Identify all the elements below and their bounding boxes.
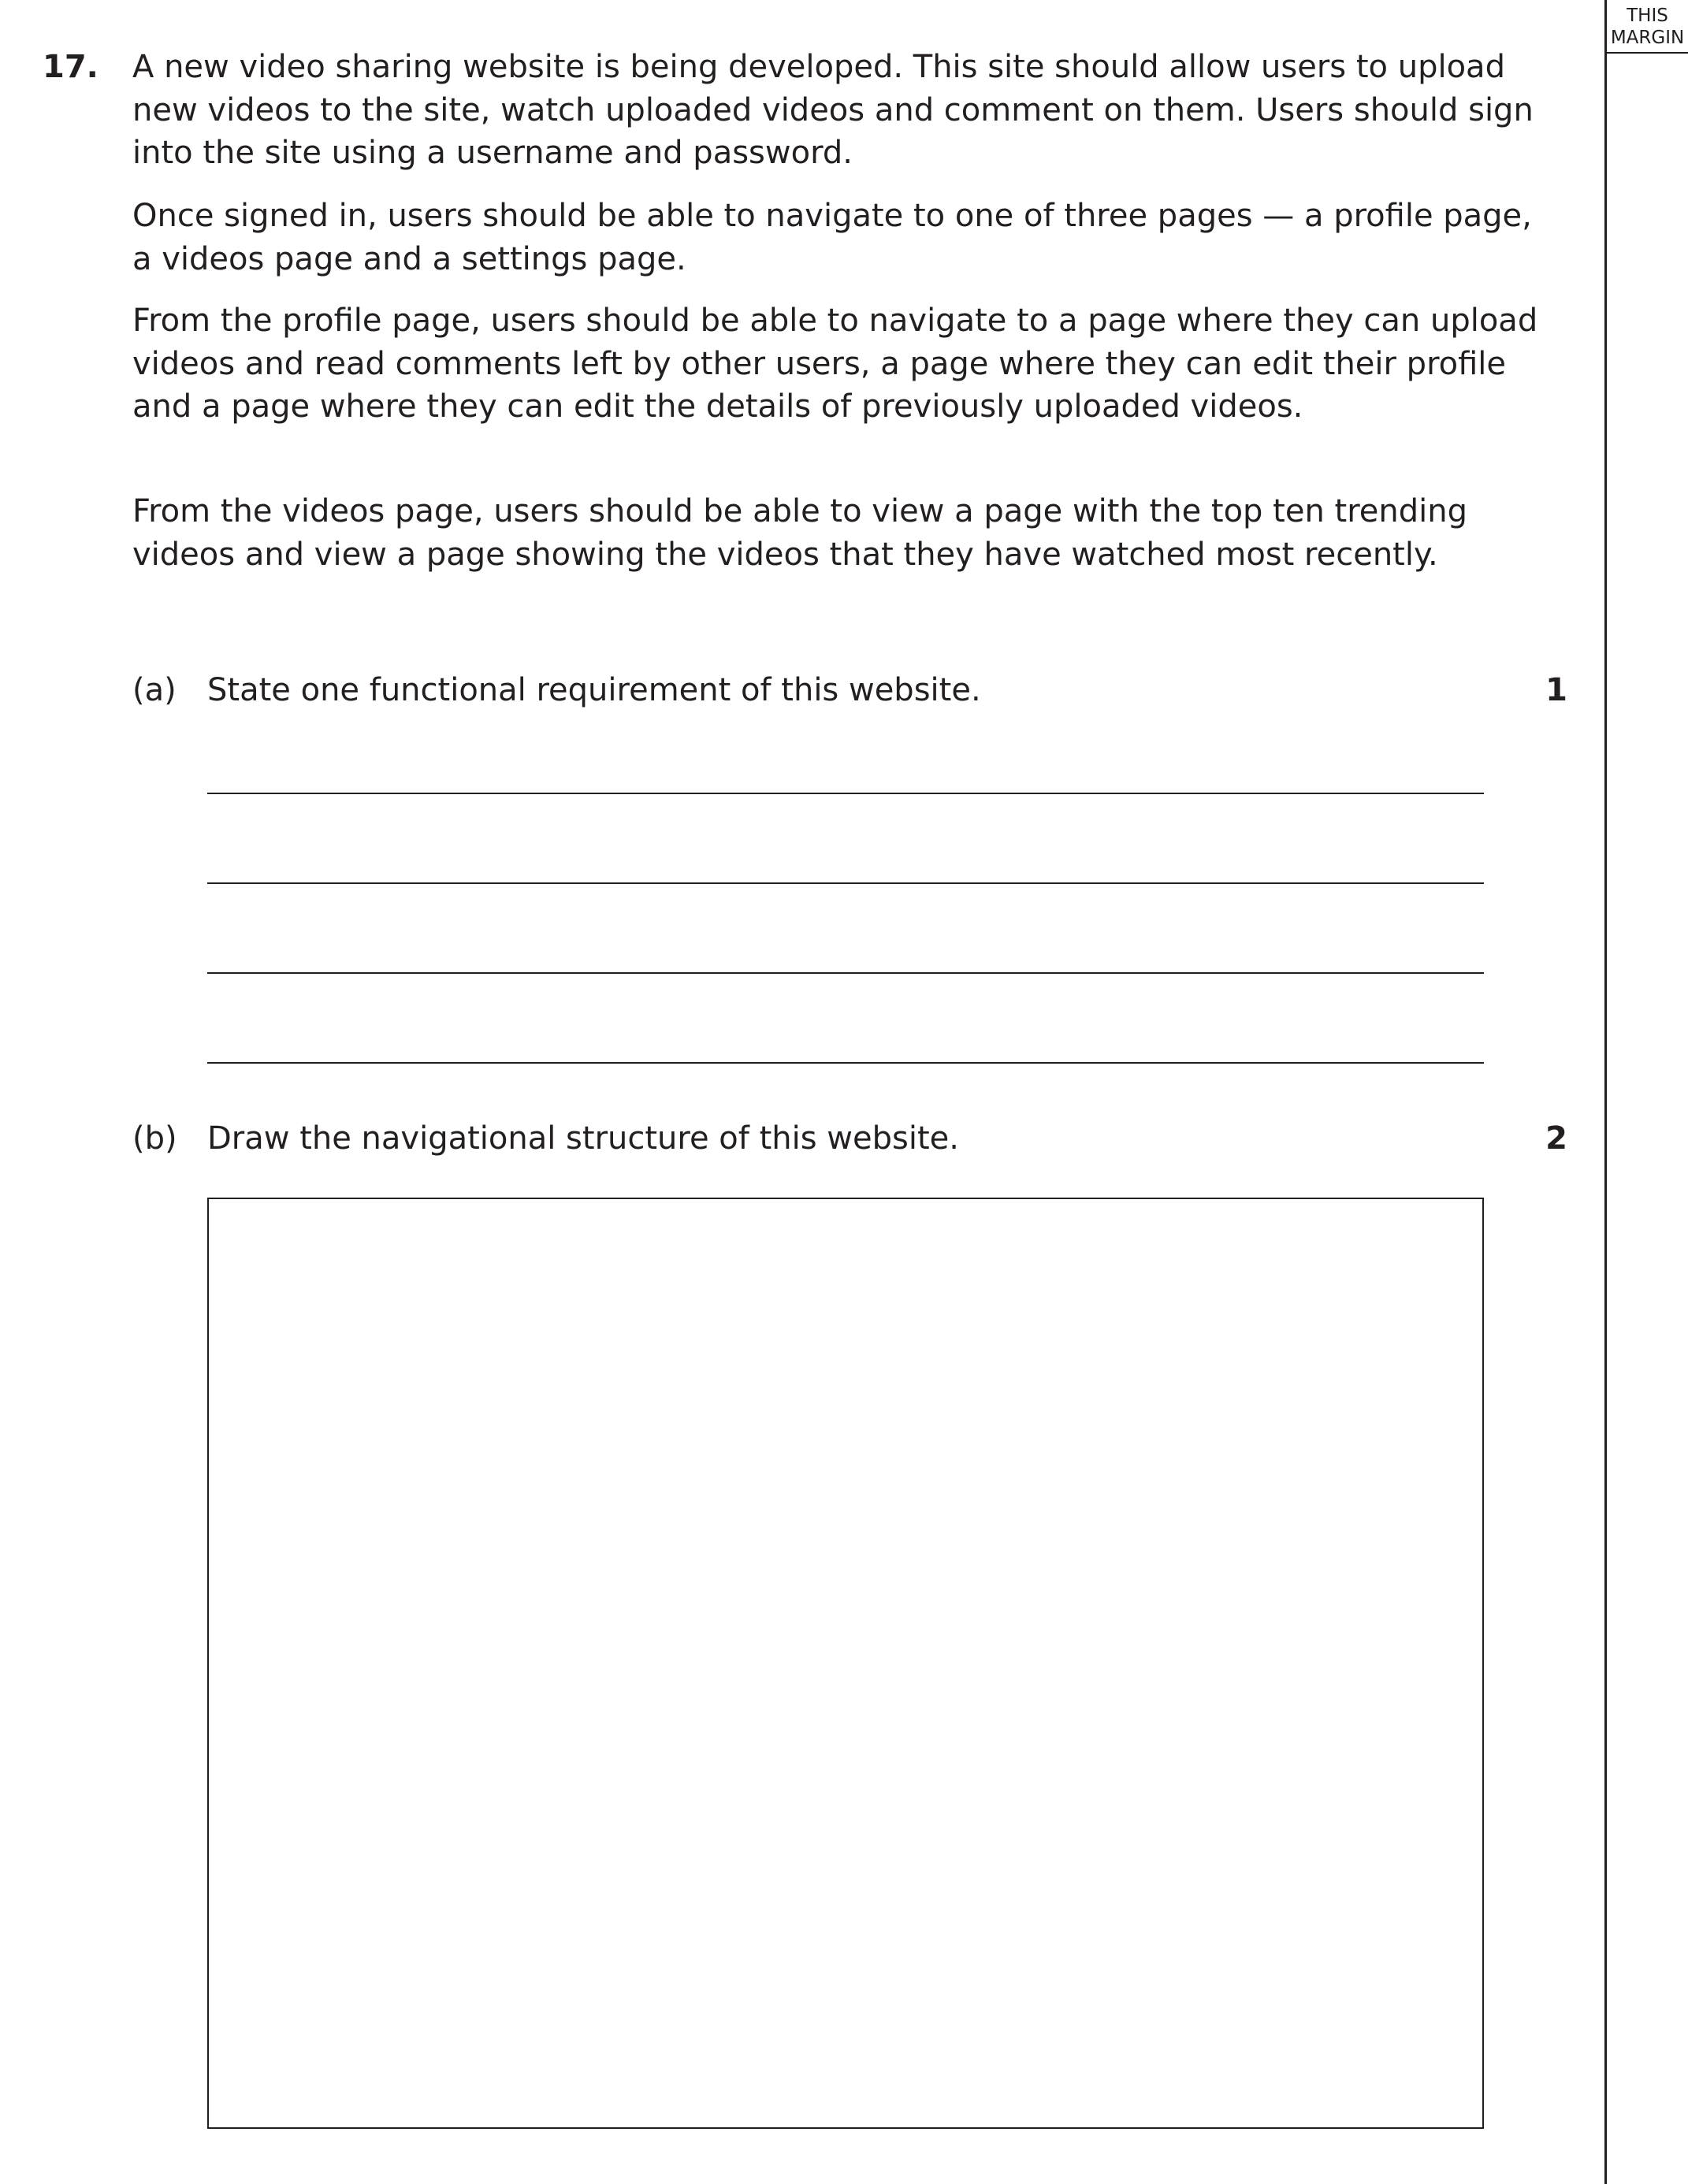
part-a-marks: 1 xyxy=(1545,672,1567,708)
question-paragraph-1: A new video sharing website is being developed. This site should allow users to upload new videos to the site, watch uploaded videos and comment on them. Users should sign into the site using a username and password. xyxy=(132,49,1534,171)
margin-rule xyxy=(1604,0,1607,2184)
question-paragraph-2: Once signed in, users should be able to navigate to one of three pages — a profile page, a videos page and a settings page. xyxy=(132,198,1532,277)
part-b-text: Draw the navigational structure of this website. xyxy=(207,1120,959,1157)
margin-label-this: THIS xyxy=(1627,6,1668,26)
drawing-answer-box[interactable] xyxy=(207,1198,1484,2129)
answer-line-3[interactable] xyxy=(207,972,1484,974)
question-number: 17. xyxy=(43,49,99,85)
question-paragraph-4: From the videos page, users should be able to view a page with the top ten trending videos and view a page showing the videos that they have watched most recently. xyxy=(132,493,1467,573)
part-b-marks: 2 xyxy=(1545,1120,1567,1157)
margin-label-margin: MARGIN xyxy=(1610,28,1685,48)
answer-line-1[interactable] xyxy=(207,793,1484,794)
question-paragraph-3: From the profile page, users should be able to navigate to a page where they can upload videos and read comments left by other users, a page where they can edit their profile and a page where they can edit the details of previously uploaded videos. xyxy=(132,303,1538,425)
part-b-label: (b) xyxy=(132,1120,177,1157)
part-a-text: State one functional requirement of this website. xyxy=(207,672,981,708)
answer-line-4[interactable] xyxy=(207,1062,1484,1064)
margin-header-rule xyxy=(1604,52,1688,54)
part-a-label: (a) xyxy=(132,672,177,708)
answer-line-2[interactable] xyxy=(207,882,1484,884)
